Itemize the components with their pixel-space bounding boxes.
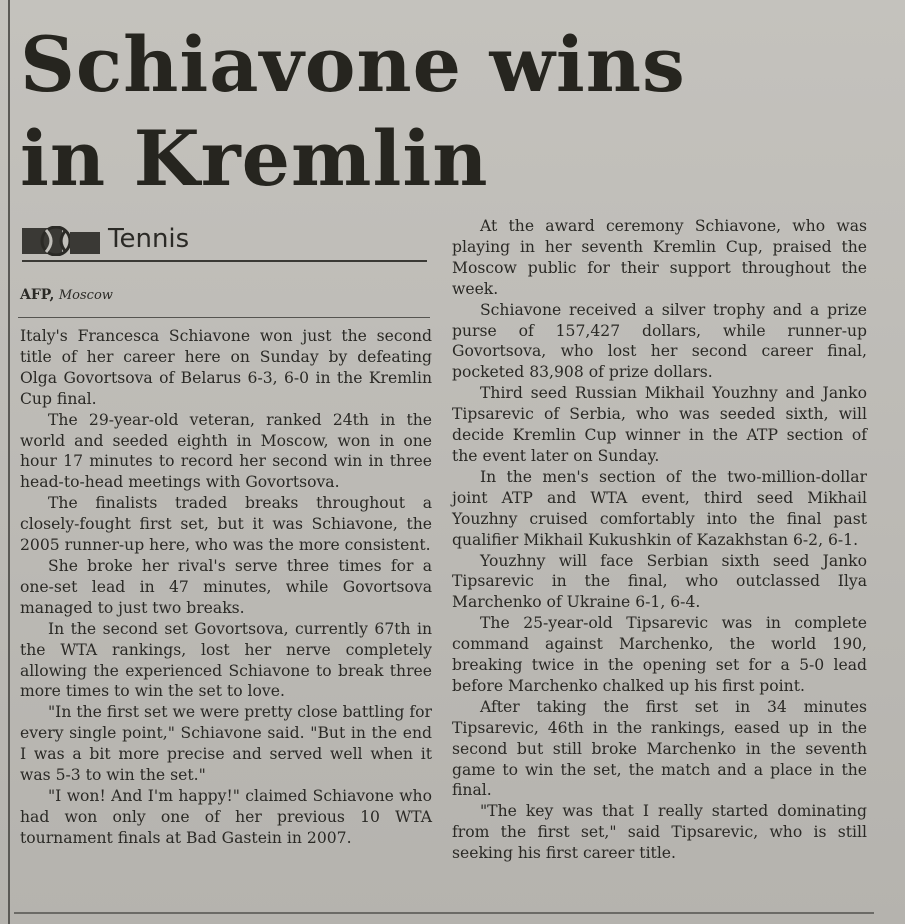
section-label: Tennis: [108, 224, 190, 254]
paragraph: At the award ceremony Schiavone, who was playing in her seventh Kremlin Cup, praised the Moscow public for their support throughout the week.: [452, 217, 867, 298]
paragraph: After taking the first set in 34 minutes Tipsarevic, 46th in the rankings, eased up in the second but still broke Marchenko in the seventh game to win the set, the match and a place in the final.: [452, 697, 867, 800]
section-kicker: [22, 222, 427, 262]
byline-rule: [18, 317, 430, 318]
paragraph: Youzhny will face Serbian sixth seed Janko Tipsarevic in the final, who outclassed Ilya Marchenko of Ukraine 6-1, 6-4.: [452, 551, 867, 612]
byline: [20, 287, 113, 303]
headline-line-1: Schiavone wins: [20, 20, 686, 109]
article-column-left: [20, 326, 432, 849]
paragraph: The 25-year-old Tipsarevic was in complete command against Marchenko, the world 190, breaking twice in the opening set for a 5-0 lead before Marchenko chalked up his first point.: [452, 614, 867, 695]
bottom-rule: [14, 912, 874, 914]
tennis-ball-icon: [22, 226, 100, 256]
paragraph: "In the first set we were pretty close battling for every single point," Schiavone said. "But in the end I was a bit more precise and served well when it was 5-3 to win the set.": [20, 703, 432, 785]
article-column-right: [452, 216, 867, 864]
paragraph: Schiavone received a silver trophy and a prize purse of 157,427 dollars, while runner-up Govortsova, who lost her second career final, pocketed 83,908 of prize dollars.: [452, 300, 867, 382]
paragraph: Italy's Francesca Schiavone won just the second title of her career here on Sunday by defeating Olga Govortsova of Belarus 6-3, 6-0 in the Kremlin Cup final.: [20, 327, 432, 408]
byline-agency: AFP,: [20, 287, 55, 303]
byline-place: Moscow: [58, 288, 113, 303]
headline: [20, 18, 720, 206]
paragraph: Third seed Russian Mikhail Youzhny and Janko Tipsarevic of Serbia, who was seeded sixth, will decide Kremlin Cup winner in the ATP section of the event later on Sunday.: [452, 384, 867, 465]
paragraph: "I won! And I'm happy!" claimed Schiavone who had won only one of her previous 10 WTA tournament finals at Bad Gastein in 2007.: [20, 786, 432, 847]
paragraph: "The key was that I really started dominating from the first set," said Tipsarevic, who is still seeking his first career title.: [452, 802, 867, 863]
headline-line-2: in Kremlin: [20, 114, 489, 203]
column-divider: [8, 0, 10, 924]
paragraph: The 29-year-old veteran, ranked 24th in the world and seeded eighth in Moscow, won in one hour 17 minutes to record her second win in three head-to-head meetings with Govortsova.: [20, 410, 432, 492]
paragraph: In the men's section of the two-million-dollar joint ATP and WTA event, third seed Mikhail Youzhny cruised comfortably into the final past qualifier Mikhail Kukushkin of Kazakhstan 6-2, 6-1.: [452, 467, 867, 549]
section-rule: [22, 260, 427, 262]
paragraph: She broke her rival's serve three times for a one-set lead in 47 minutes, while Govortsova managed to just two breaks.: [20, 556, 432, 617]
paragraph: In the second set Govortsova, currently 67th in the WTA rankings, lost her nerve completely allowing the experienced Schiavone to break three more times to win the set to love.: [20, 619, 432, 701]
paragraph: The finalists traded breaks throughout a closely-fought first set, but it was Schiavone, the 2005 runner-up here, who was the more consistent.: [20, 494, 432, 555]
